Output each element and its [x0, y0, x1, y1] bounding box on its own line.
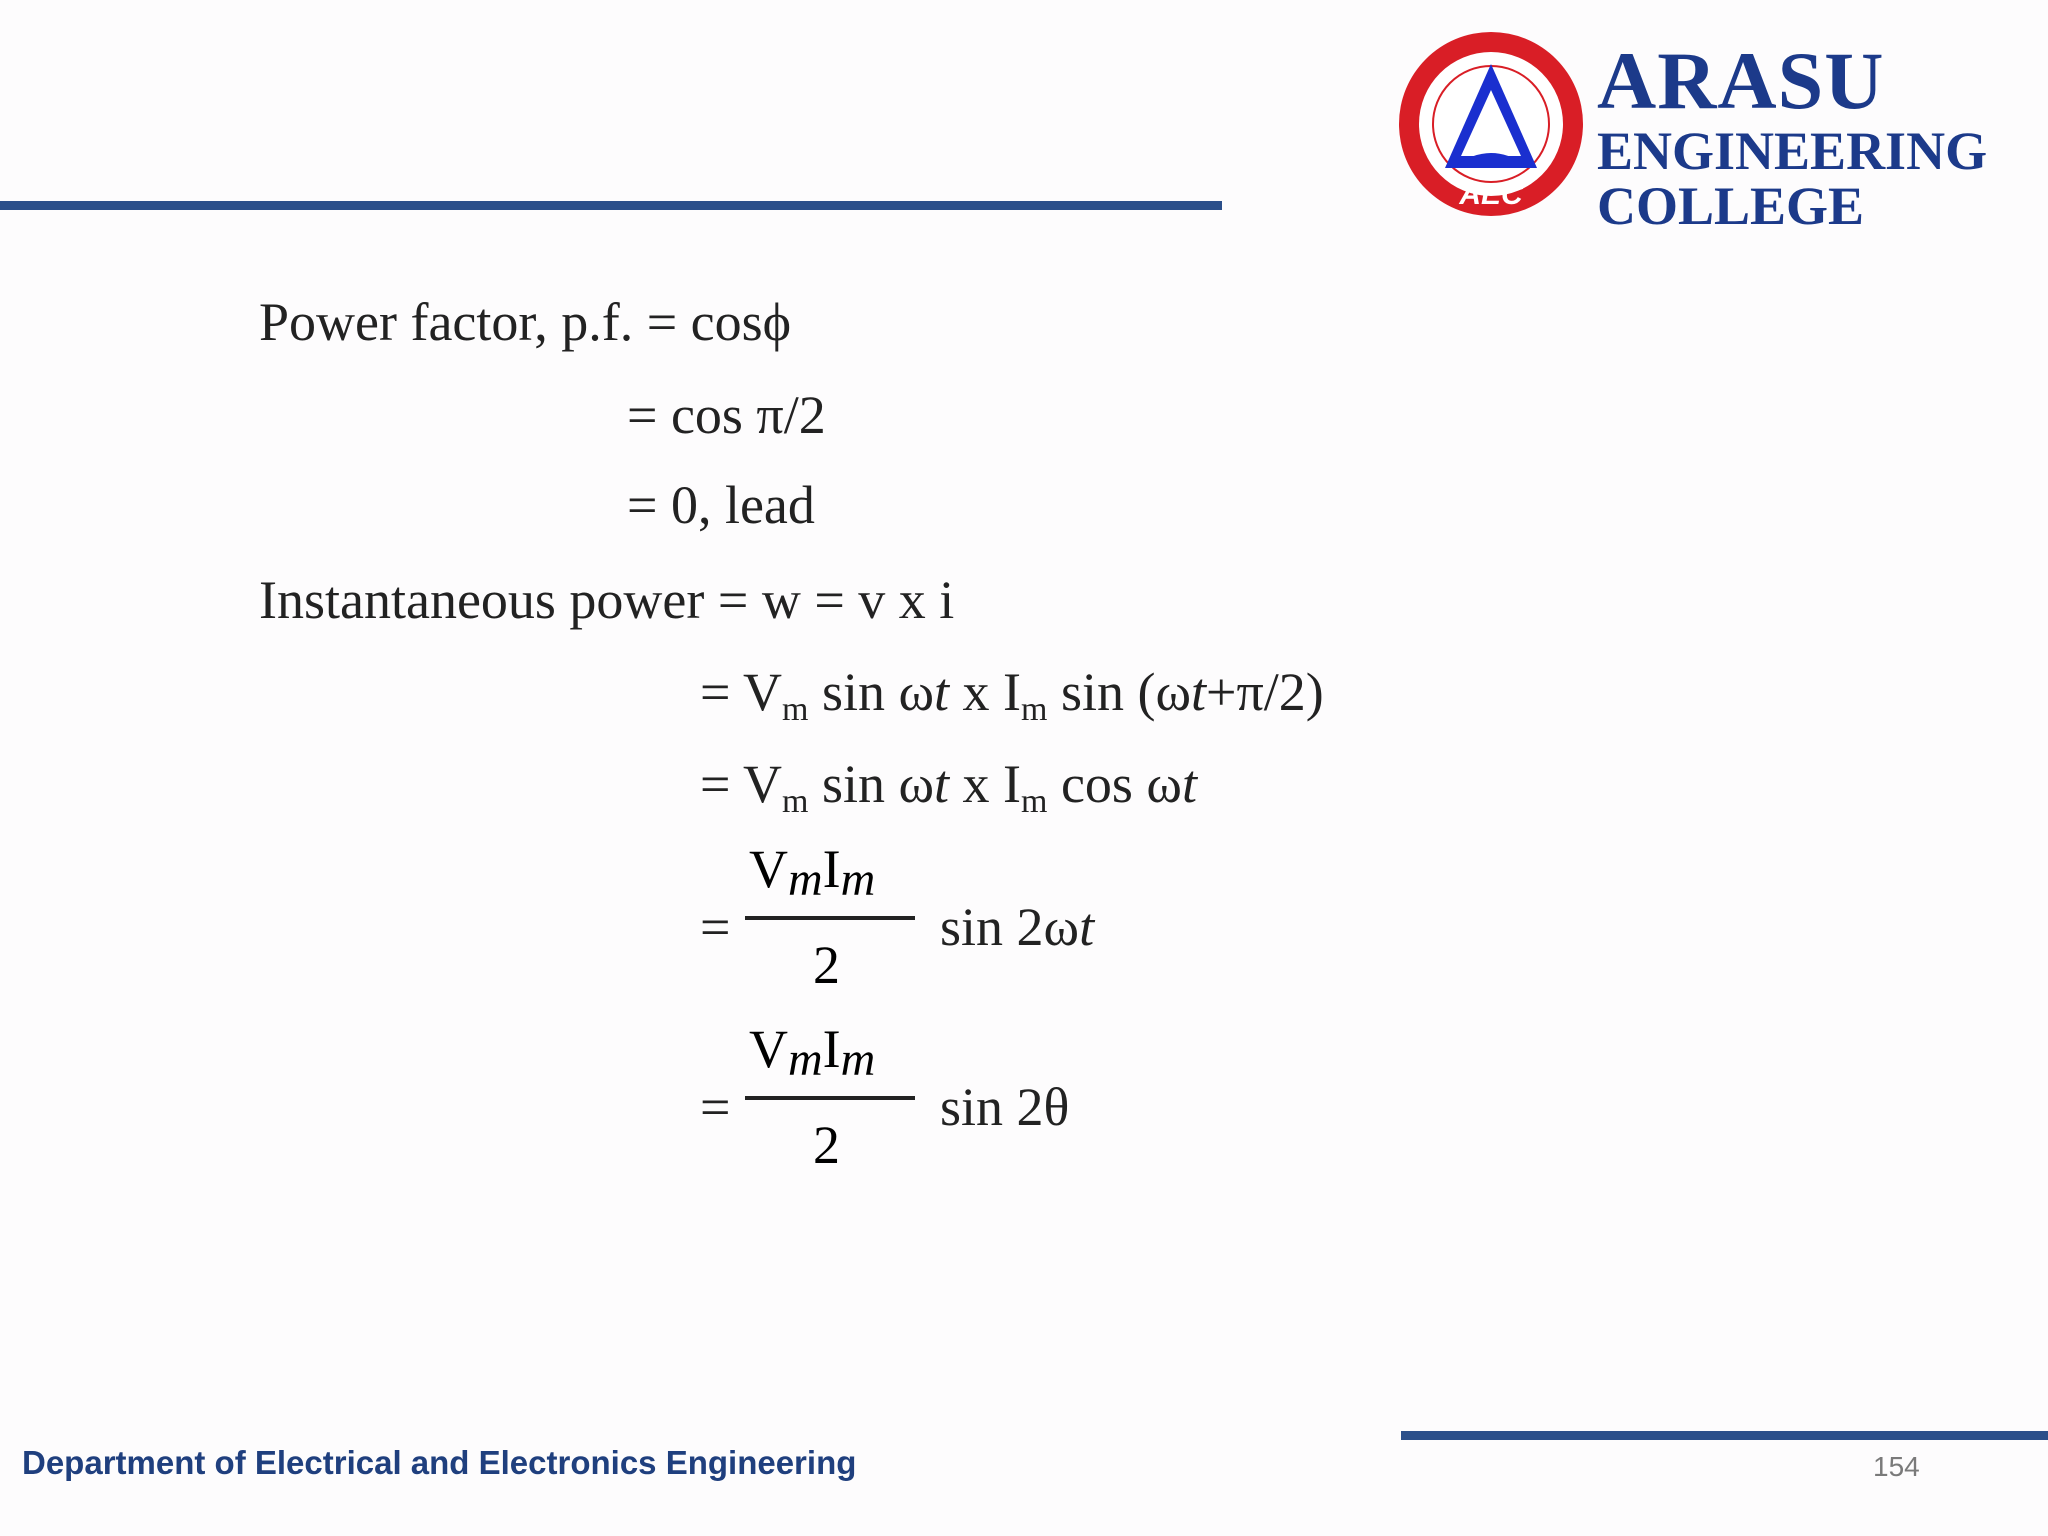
- fraction-denominator: 2: [813, 1115, 840, 1175]
- step-3-tail: sin 2ωt: [940, 897, 1095, 957]
- header-rule: [0, 201, 1222, 210]
- fraction-numerator: $V_mI_m$: [749, 1019, 876, 1086]
- step-4-tail: sin 2θ: [940, 1077, 1070, 1137]
- equals-sign: =: [700, 897, 731, 957]
- college-name-line2: ENGINEERING: [1597, 121, 1988, 181]
- inst-power-step-1: = $V_m$ sin ωt x $I_m$ sin (ωt+π/2): [700, 662, 1324, 728]
- pf-step-2: = cos π/2: [627, 385, 826, 445]
- department-footer: Department of Electrical and Electronics Engineering: [22, 1444, 857, 1481]
- college-logo: [1395, 28, 1587, 220]
- fraction-bar: [745, 916, 915, 920]
- fraction-bar: [745, 1096, 915, 1100]
- inst-power-definition: Instantaneous power = w = v x i: [259, 570, 955, 630]
- pf-step-3: = 0, lead: [627, 475, 815, 535]
- page-number: 154: [1873, 1451, 1920, 1482]
- fraction-numerator: $V_mI_m$: [749, 839, 876, 906]
- inst-power-step-2: = $V_m$ sin ωt x $I_m$ cos ωt: [700, 754, 1197, 820]
- college-name-line1: ARASU: [1597, 35, 1885, 126]
- equals-sign: =: [700, 1077, 731, 1137]
- pf-definition: Power factor, p.f. = cosϕ: [259, 292, 792, 352]
- footer-rule: [1401, 1431, 2048, 1440]
- svg-text:AEC: AEC: [1459, 178, 1523, 211]
- college-name: [1597, 35, 1988, 236]
- fraction-denominator: 2: [813, 935, 840, 995]
- college-name-line3: COLLEGE: [1597, 176, 1865, 236]
